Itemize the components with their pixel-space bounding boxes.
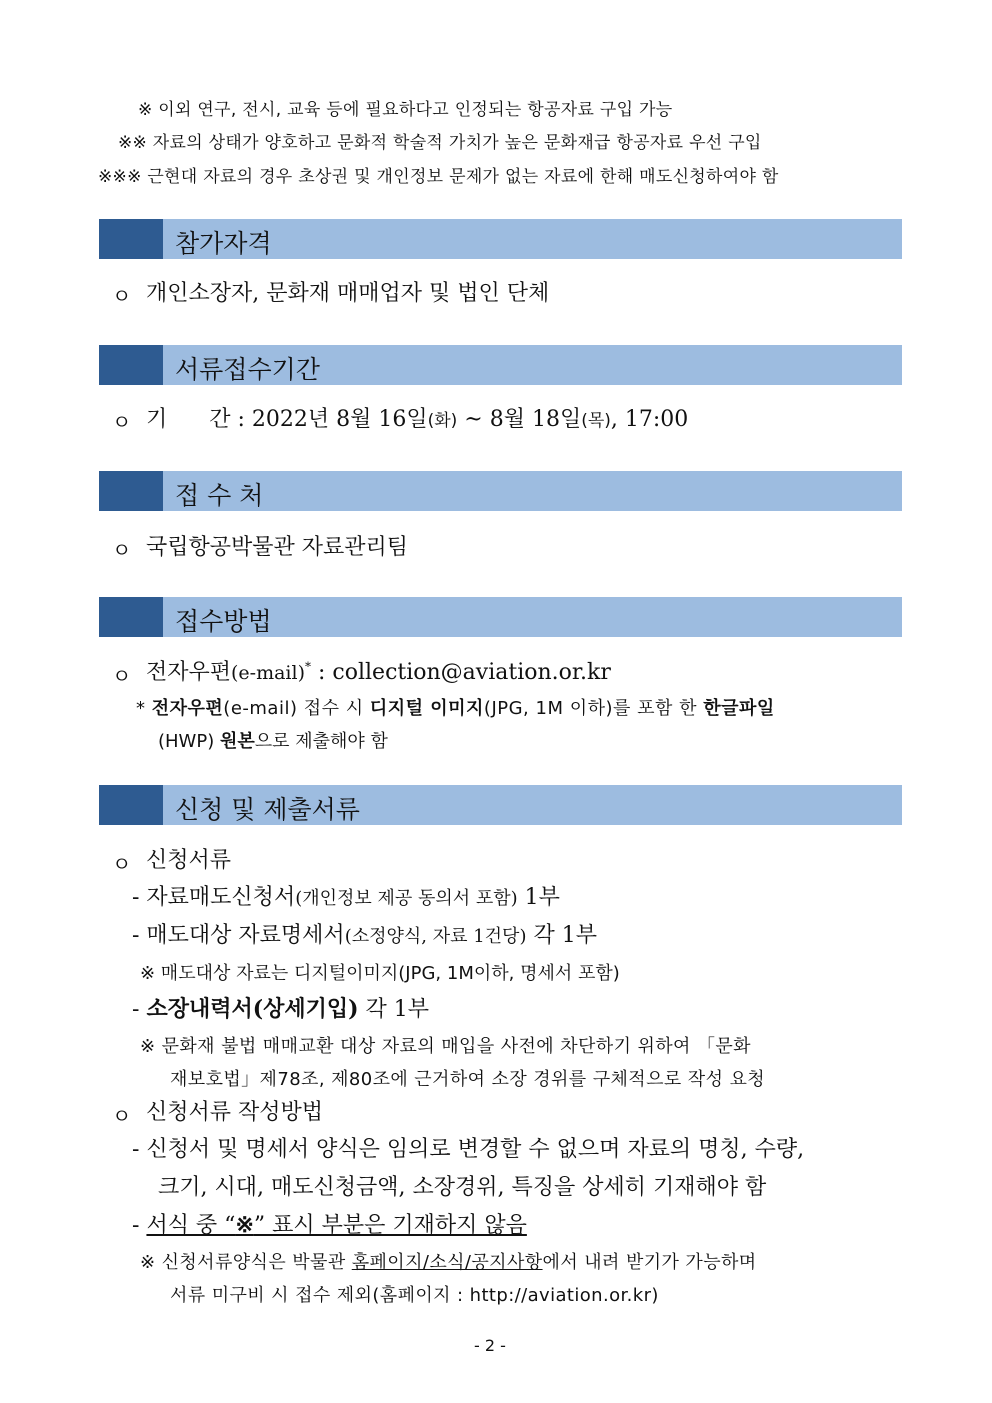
- period-value-mid: ~ 8월 18일: [457, 407, 582, 432]
- method-note-line-1: [136, 694, 775, 720]
- documents-heading-1: 신청서류: [146, 848, 232, 873]
- method-note-text-4: 으로 제출해야 함: [254, 731, 388, 752]
- documents-item-1-paren: (개인정보 제공 동의서 포함): [295, 888, 518, 909]
- documents-item-3-bold: 소장내력서(상세기입): [146, 996, 359, 1022]
- method-note-bold-4: 원본: [219, 731, 255, 752]
- note-line-3: ※※※ 근현대 자료의 경우 초상권 및 개인정보 문제가 없는 자료에 한해 매도신청하여야 함: [98, 167, 779, 187]
- section-header-period: [99, 345, 902, 385]
- documents-item-1-main: - 자료매도신청서: [132, 885, 296, 910]
- bullet-icon: ㅇ: [112, 284, 132, 308]
- period-value: : 2022년 8월 16일: [237, 407, 428, 432]
- bullet-icon: ㅇ: [112, 1104, 132, 1128]
- documents-item-3-end: 각 1부: [358, 997, 430, 1022]
- documents-item-2-note: ※ 매도대상 자료는 디지털이미지(JPG, 1M이하, 명세서 포함): [140, 963, 620, 984]
- method-note-bold-3: 한글파일: [703, 698, 775, 719]
- page-number: - 2 -: [474, 1336, 506, 1355]
- section-marker: [99, 345, 163, 385]
- bullet-icon: ㅇ: [112, 410, 132, 434]
- method-rule-3-text-1: ※ 신청서류양식은 박물관: [140, 1252, 352, 1273]
- receiver-item: 국립항공박물관 자료관리팀: [146, 535, 409, 560]
- method-note-bold-2: 디지털 이미지: [369, 698, 484, 719]
- method-rule-1-line-2: 크기, 시대, 매도신청금액, 소장경위, 특징을 상세히 기재해야 함: [158, 1175, 767, 1200]
- method-note-star: *: [136, 698, 146, 719]
- method-note-text-1: (e-mail) 접수 시: [223, 698, 370, 719]
- method-note-bold-1: 전자우편: [151, 698, 224, 719]
- period-item: [146, 402, 688, 433]
- section-title: 접수방법: [175, 607, 272, 636]
- method-rule-3-text-2: 에서 내려 받기가 가능하며: [542, 1252, 757, 1273]
- method-rule-2-dash: -: [132, 1213, 147, 1238]
- period-label: 기 간: [146, 407, 231, 432]
- period-value-end: , 17:00: [610, 407, 689, 432]
- documents-item-2-paren: (소정양식, 자료 1건당): [344, 926, 527, 947]
- method-note-line-2: [158, 727, 388, 753]
- method-star: *: [305, 659, 312, 674]
- documents-item-3-note-2: 재보호법」제78조, 제80조에 근거하여 소장 경위를 구체적으로 작성 요청: [170, 1069, 766, 1090]
- note-line-2: ※※ 자료의 상태가 양호하고 문화적 학술적 가치가 높은 문화재급 항공자료 우선 구입: [118, 133, 762, 153]
- documents-item-3-dash: -: [132, 997, 147, 1022]
- period-day-end: (목): [581, 411, 611, 431]
- homepage-path-link[interactable]: 홈페이지/소식/공지사항: [351, 1252, 543, 1273]
- period-day-start: (화): [427, 411, 458, 431]
- documents-heading-2: 신청서류 작성방법: [146, 1100, 324, 1125]
- section-title: 신청 및 제출서류: [175, 795, 360, 824]
- method-rule-2-text-2: ” 표시 부분은 기재하지 않음: [253, 1213, 527, 1238]
- section-title: 접 수 처: [175, 481, 264, 510]
- section-title: 참가자격: [175, 229, 272, 258]
- section-title: 서류접수기간: [175, 355, 320, 384]
- section-marker: [99, 471, 163, 511]
- bullet-icon: ㅇ: [112, 664, 132, 688]
- method-paren: (e-mail): [231, 662, 306, 684]
- method-rule-1-line-1: - 신청서 및 명세서 양식은 임의로 변경할 수 없으며 자료의 명칭, 수량,: [132, 1137, 805, 1162]
- method-email: : collection@aviation.or.kr: [311, 660, 611, 685]
- section-header-documents: [99, 785, 902, 825]
- method-rule-2: [132, 1208, 527, 1239]
- section-marker: [99, 785, 163, 825]
- bullet-icon: ㅇ: [112, 852, 132, 876]
- method-note-text-2: (JPG, 1M 이하)를 포함 한: [483, 698, 704, 719]
- section-marker: [99, 597, 163, 637]
- documents-item-1-end: 1부: [517, 885, 560, 910]
- documents-item-2: [132, 918, 597, 949]
- section-marker: [99, 219, 163, 259]
- documents-item-2-end: 각 1부: [526, 923, 597, 948]
- method-label: 전자우편: [146, 660, 232, 685]
- note-line-1: ※ 이외 연구, 전시, 교육 등에 필요하다고 인정되는 항공자료 구입 가능: [138, 100, 673, 120]
- documents-item-2-main: - 매도대상 자료명세서: [132, 923, 345, 948]
- method-rule-2-mark: ※: [235, 1212, 254, 1238]
- method-rule-3-line-2: 서류 미구비 시 접수 제외(홈페이지 : http://aviation.or.kr): [170, 1285, 659, 1306]
- method-rule-2-text-1: 서식 중 “: [146, 1213, 236, 1238]
- bullet-icon: ㅇ: [112, 538, 132, 562]
- documents-item-3: [132, 992, 429, 1023]
- method-note-text-3: (HWP): [158, 731, 220, 752]
- section-header-receiver: [99, 471, 902, 511]
- method-rule-3-line-1: [140, 1248, 757, 1274]
- documents-item-3-note-1: ※ 문화재 불법 매매교환 대상 자료의 매입을 사전에 차단하기 위하여 「문화: [140, 1036, 751, 1057]
- documents-item-1: [132, 880, 560, 911]
- method-item: [146, 655, 611, 686]
- section-header-method: [99, 597, 902, 637]
- section-header-eligibility: [99, 219, 902, 259]
- eligibility-item: 개인소장자, 문화재 매매업자 및 법인 단체: [146, 281, 550, 306]
